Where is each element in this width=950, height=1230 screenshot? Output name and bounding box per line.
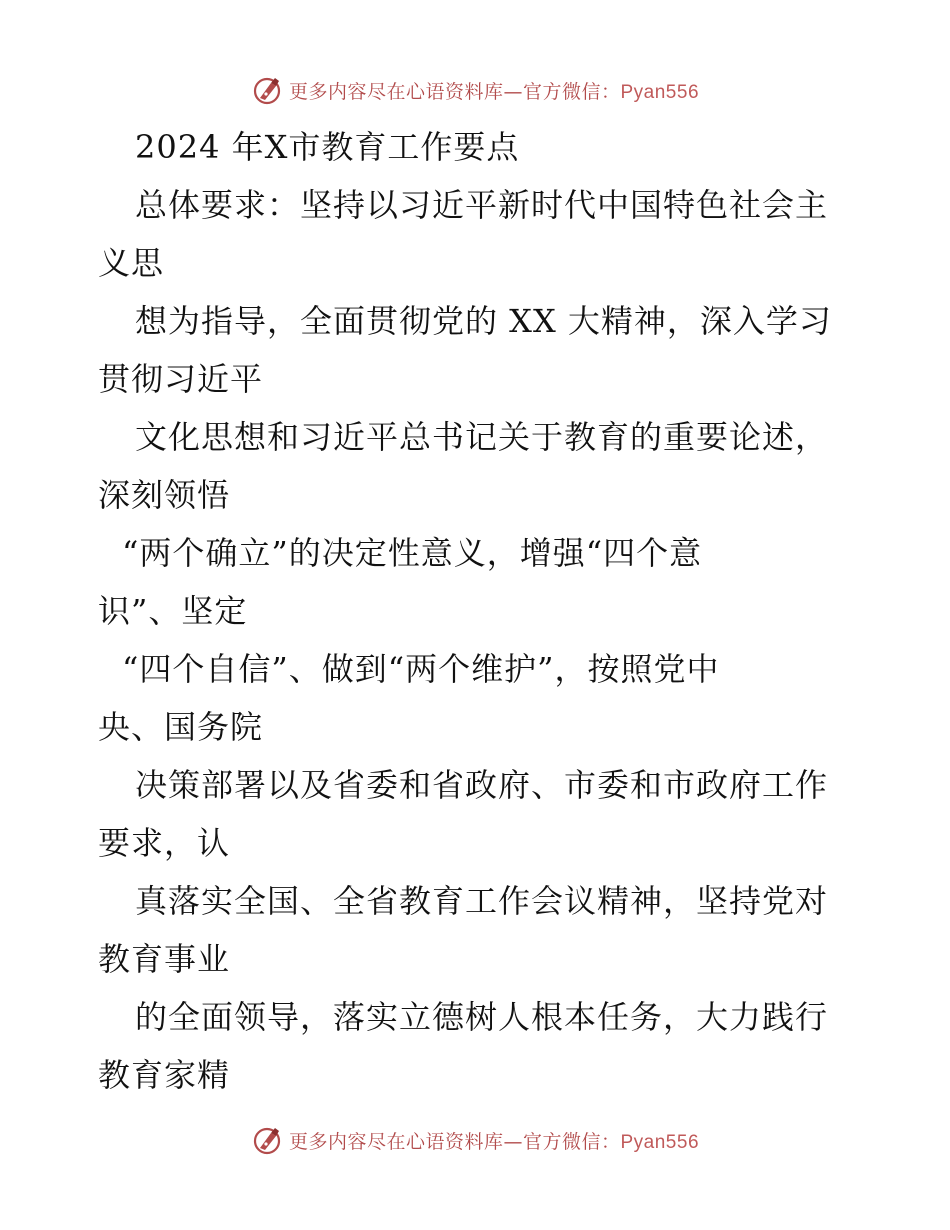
paragraph-line: 的全面领导，落实立德树人根本任务，大力践行 bbox=[135, 998, 829, 1036]
pen-nib-logo-icon bbox=[251, 74, 283, 106]
paragraph-line: 决策部署以及省委和省政府、市委和市政府工作 bbox=[135, 766, 829, 804]
paragraph-line: 贯彻习近平 bbox=[98, 360, 264, 398]
header-wechat-id: Pyan556 bbox=[620, 81, 700, 103]
header-watermark-banner bbox=[0, 70, 950, 110]
paragraph-line: 文化思想和习近平总书记关于教育的重要论述， bbox=[135, 418, 829, 456]
document-body bbox=[98, 118, 858, 1104]
paragraph-line: “四个自信”、做到“两个维护”，按照党中 bbox=[122, 650, 720, 688]
paragraph-line: 教育事业 bbox=[98, 940, 231, 978]
pen-nib-logo-icon bbox=[251, 1124, 283, 1156]
paragraph-line: 真落实全国、全省教育工作会议精神，坚持党对 bbox=[135, 882, 829, 920]
footer-wechat-id: Pyan556 bbox=[620, 1131, 700, 1153]
paragraph-line: 要求，认 bbox=[98, 824, 231, 862]
footer-banner-text: 更多内容尽在心语资料库—官方微信：Pyan556 bbox=[288, 1130, 700, 1153]
paragraph-line: 义思 bbox=[98, 244, 165, 282]
document-title: 2024 年X市教育工作要点 bbox=[135, 128, 520, 166]
footer-watermark-banner bbox=[0, 1120, 950, 1160]
paragraph-line: 想为指导，全面贯彻党的 XX 大精神，深入学习 bbox=[135, 302, 832, 340]
paragraph-line: “两个确立”的决定性意义，增强“四个意 bbox=[122, 534, 703, 572]
header-banner-text: 更多内容尽在心语资料库—官方微信：Pyan556 bbox=[288, 80, 700, 103]
paragraph-line: 深刻领悟 bbox=[98, 476, 231, 514]
paragraph-line: 教育家精 bbox=[98, 1056, 231, 1094]
paragraph-line: 总体要求：坚持以习近平新时代中国特色社会主 bbox=[135, 186, 829, 224]
paragraph-line: 央、国务院 bbox=[98, 708, 264, 746]
paragraph-line: 识”、坚定 bbox=[98, 592, 248, 630]
